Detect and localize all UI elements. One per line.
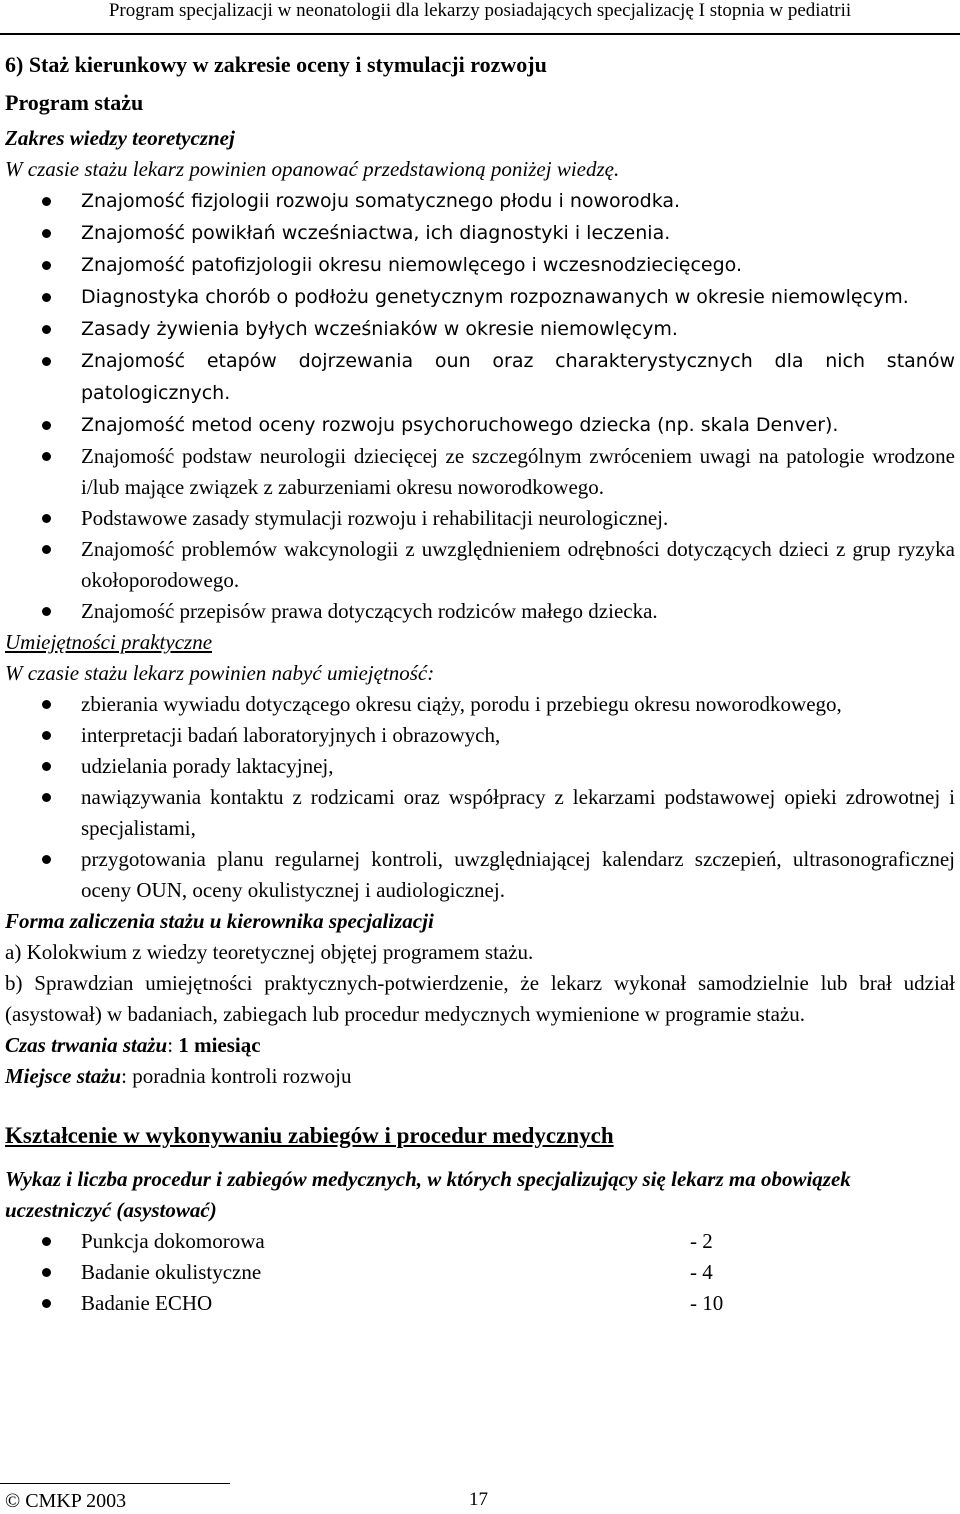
header-divider — [0, 33, 960, 35]
list-item-text: udzielania porady laktacyjnej, — [81, 754, 334, 778]
page-number: 17 — [469, 1489, 488, 1510]
running-header: Program specjalizacji w neonatologii dla lekarzy posiadających specjalizację I stopnia w pediatrii — [108, 0, 852, 21]
bullet-icon — [42, 731, 51, 740]
bullet-icon — [42, 293, 51, 302]
location-line — [5, 1061, 955, 1092]
bullet-icon — [42, 607, 51, 616]
list-item — [5, 782, 955, 844]
list-item-text: Znajomość podstaw neurologii dziecięcej ze szczególnym zwróceniem uwagi na patologie wrodzone i/lub mające związek z zaburzeniami okresu noworodkowego. — [81, 444, 955, 499]
location-value: poradnia kontroli rozwoju — [132, 1064, 352, 1088]
list-item — [5, 441, 955, 503]
training-subheading: Wykaz i liczba procedur i zabiegów medycznych, w których specjalizujący się lekarz ma obowiązek uczestniczyć (asystować) — [5, 1167, 851, 1222]
list-item — [5, 596, 955, 627]
duration-line — [5, 1030, 955, 1061]
procedure-name: Badanie okulistyczne — [81, 1260, 262, 1284]
list-item-text: Znajomość patofizjologii okresu niemowlęcego i wczesnodziecięcego. — [81, 254, 742, 276]
bullet-icon — [42, 545, 51, 554]
list-item-text: Podstawowe zasady stymulacji rozwoju i rehabilitacji neurologicznej. — [81, 506, 669, 530]
list-item-text: interpretacji badań laboratoryjnych i obrazowych, — [81, 723, 501, 747]
bullet-icon — [42, 1299, 51, 1308]
bullet-icon — [42, 793, 51, 802]
footer-divider — [0, 1483, 230, 1484]
bullet-icon — [42, 261, 51, 270]
bullet-icon — [42, 229, 51, 238]
procedure-item — [5, 1257, 955, 1288]
list-item-text: nawiązywania kontaktu z rodzicami oraz współpracy z lekarzami podstawowej opieki zdrowotnej i specjalistami, — [81, 785, 955, 840]
training-heading: Kształcenie w wykonywaniu zabiegów i procedur medycznych — [5, 1123, 614, 1148]
location-label: Miejsce stażu — [5, 1064, 122, 1088]
duration-value: 1 miesiąc — [178, 1033, 261, 1057]
procedure-item — [5, 1226, 955, 1257]
list-item — [5, 249, 955, 281]
skills-list — [5, 689, 955, 906]
list-item-text: Znajomość metod oceny rozwoju psychoruchowego dziecka (np. skala Denver). — [81, 414, 839, 436]
list-item — [5, 720, 955, 751]
list-item — [5, 185, 955, 217]
bullet-icon — [42, 1237, 51, 1246]
list-item-text: Znajomość etapów dojrzewania oun oraz charakterystycznych dla nich stanów patologicznych. — [81, 350, 955, 404]
list-item — [5, 281, 955, 313]
bullet-icon — [42, 357, 51, 366]
duration-separator: : — [167, 1033, 179, 1057]
bullet-icon — [42, 762, 51, 771]
list-item — [5, 844, 955, 906]
list-item — [5, 689, 955, 720]
list-item — [5, 313, 955, 345]
assessment-heading: Forma zaliczenia stażu u kierownika specjalizacji — [5, 909, 434, 933]
list-item-text: przygotowania planu regularnej kontroli, uwzględniającej kalendarz szczepień, ultrasonograficznej oceny OUN, oceny okulistycznej i audiologicznej. — [81, 847, 955, 902]
bullet-icon — [42, 197, 51, 206]
list-item-text: Znajomość problemów wakcynologii z uwzględnieniem odrębności dotyczących dzieci z grup ryzyka okołoporodowego. — [81, 537, 955, 592]
skills-heading: Umiejętności praktyczne — [5, 630, 213, 654]
program-label: Program stażu — [5, 90, 144, 115]
list-item-text: zbierania wywiadu dotyczącego okresu ciąży, porodu i przebiegu okresu noworodkowego, — [81, 692, 842, 716]
procedure-count: - 2 — [690, 1229, 713, 1253]
bullet-icon — [42, 700, 51, 709]
procedure-count: - 10 — [690, 1291, 724, 1315]
assessment-b: b) Sprawdzian umiejętności praktycznych-potwierdzenie, że lekarz wykonał samodzielnie lub brał udział (asystował) w badaniach, zabiegach lub procedur medycznych wymienione w programie stażu. — [5, 971, 955, 1026]
list-item-text: Znajomość fizjologii rozwoju somatycznego płodu i noworodka. — [81, 190, 681, 212]
bullet-icon — [42, 325, 51, 334]
list-item-text: Zasady żywienia byłych wcześniaków w okresie niemowlęcym. — [81, 318, 678, 340]
list-item — [5, 409, 955, 441]
knowledge-heading: Zakres wiedzy teoretycznej — [5, 126, 235, 150]
list-item — [5, 503, 955, 534]
list-item — [5, 534, 955, 596]
list-item-text: Diagnostyka chorób o podłożu genetycznym rozpoznawanych w okresie niemowlęcym. — [81, 286, 909, 308]
bullet-icon — [42, 855, 51, 864]
list-item-text: Znajomość powikłań wcześniactwa, ich diagnostyki i leczenia. — [81, 222, 671, 244]
procedure-count: - 4 — [690, 1260, 713, 1284]
knowledge-list-part1 — [5, 185, 955, 441]
duration-label: Czas trwania stażu — [5, 1033, 168, 1057]
bullet-icon — [42, 421, 51, 430]
footer-copyright: © CMKP 2003 — [5, 1490, 127, 1512]
list-item-text: Znajomość przepisów prawa dotyczących rodziców małego dziecka. — [81, 599, 658, 623]
procedure-list — [5, 1226, 955, 1319]
knowledge-intro: W czasie stażu lekarz powinien opanować przedstawioną poniżej wiedzę. — [5, 157, 620, 181]
list-item — [5, 345, 955, 409]
procedure-name: Punkcja dokomorowa — [81, 1229, 265, 1253]
assessment-a: a) Kolokwium z wiedzy teoretycznej objętej programem stażu. — [5, 940, 534, 964]
bullet-icon — [42, 1268, 51, 1277]
list-item — [5, 751, 955, 782]
bullet-icon — [42, 452, 51, 461]
page-content — [5, 47, 955, 1319]
bullet-icon — [42, 514, 51, 523]
skills-intro: W czasie stażu lekarz powinien nabyć umiejętność: — [5, 661, 435, 685]
procedure-name: Badanie ECHO — [81, 1291, 213, 1315]
section-title: 6) Staż kierunkowy w zakresie oceny i stymulacji rozwoju — [5, 52, 547, 77]
knowledge-list-part2 — [5, 441, 955, 627]
list-item — [5, 217, 955, 249]
location-separator: : — [121, 1064, 133, 1088]
procedure-item — [5, 1288, 955, 1319]
